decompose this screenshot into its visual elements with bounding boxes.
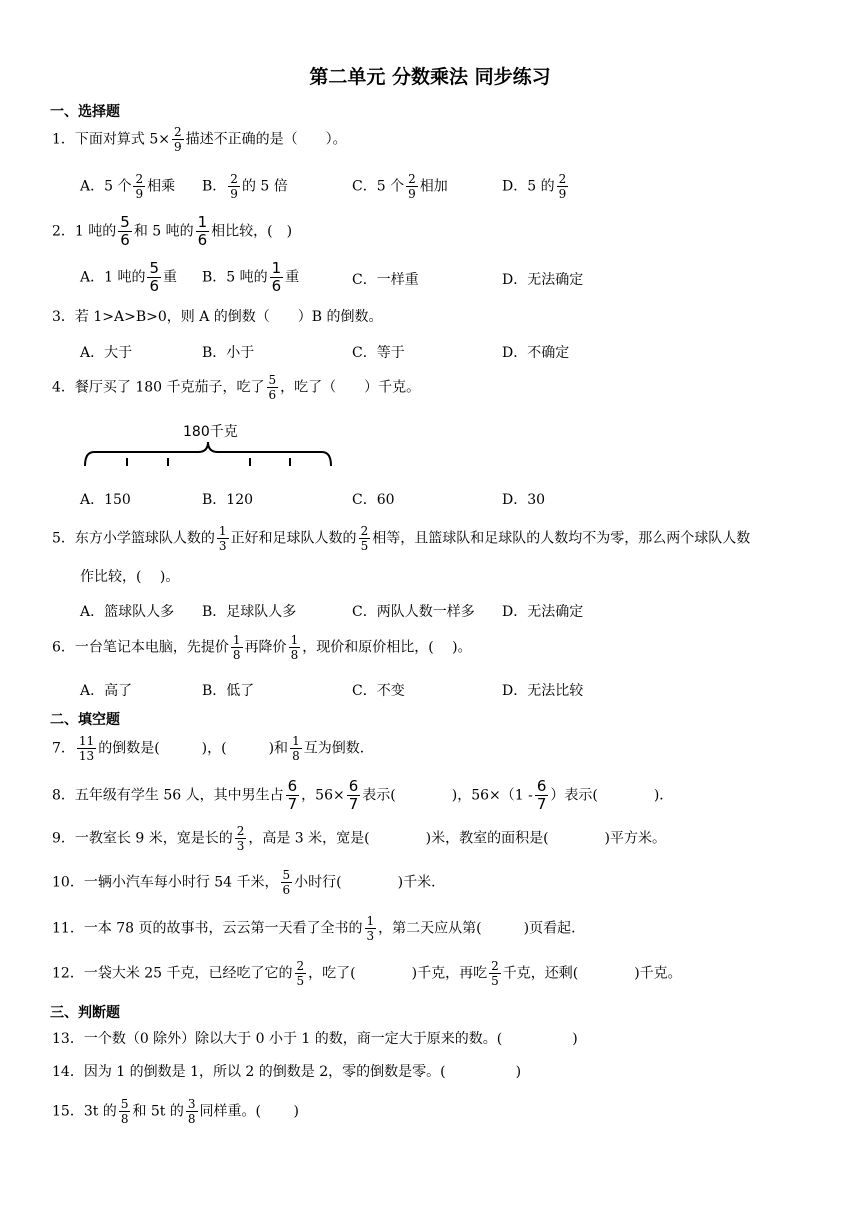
q4-option-a[interactable]: A．150 xyxy=(80,492,131,508)
question-11: 11．一本 78 页的故事书，云云第一天看了全书的 $\frac{1}{3}$ ，第二天应从第( )页看起． xyxy=(52,914,586,943)
question-12: 12．一袋大米 25 千克，已经吃了它的 $\frac{2}{5}$ ，吃了( )千克，再吃 $\frac{2}{5}$ 千克，还剩( )千克。 xyxy=(52,959,682,988)
q4-option-b[interactable]: B．120 xyxy=(202,492,254,508)
q3-option-b[interactable]: B．小于 xyxy=(202,345,255,361)
q6-option-a[interactable]: A．高了 xyxy=(80,683,133,699)
q2-option-d[interactable]: D．无法确定 xyxy=(502,272,584,288)
q2-option-b[interactable]: B．5 吨的 $\frac{1}{6}$ 重 xyxy=(202,259,300,295)
question-9: 9．一教室长 9 米，宽是长的 $\frac{2}{3}$ ，高是 3 米，宽是( )米，教室的面积是( )平方米。 xyxy=(52,824,667,853)
question-5: 5．东方小学篮球队人数的 $\frac{1}{3}$ 正好和足球队人数的 $\frac{2}{5}$ 相等，且篮球队和足球队的人数均不为零，那么两个球队人数 xyxy=(52,524,751,553)
question-4: 4．餐厅买了 180 千克茄子，吃了 $\frac{5}{6}$ ，吃了（ ）千克。 xyxy=(52,373,421,402)
q4-option-d[interactable]: D．30 xyxy=(502,492,546,508)
question-15: 15．3t 的 $\frac{5}{8}$ 和 5t 的 $\frac{3}{8}$ 同样重。( ) xyxy=(52,1097,299,1126)
q4-option-c[interactable]: C．60 xyxy=(352,492,395,508)
question-5-line2: 作比较，( )。 xyxy=(80,569,180,585)
q1-option-a[interactable]: A．5 个 $\frac{2}{9}$ 相乘 xyxy=(80,172,176,201)
question-13: 13．一个数（0 除外）除以大于 0 小于 1 的数，商一定大于原来的数。( ) xyxy=(52,1031,578,1047)
section-heading-choice: 一、选择题 xyxy=(50,104,120,120)
q5-option-d[interactable]: D．无法确定 xyxy=(502,604,584,620)
question-3: 3．若 1>A>B>0，则 A 的倒数（ ）B 的倒数。 xyxy=(52,309,383,325)
q5-option-a[interactable]: A．篮球队人多 xyxy=(80,604,175,620)
q1-option-d[interactable]: D．5 的 $\frac{2}{9}$ xyxy=(502,172,567,201)
tick-marks xyxy=(127,458,290,466)
q1-option-b[interactable]: B． $\frac{2}{9}$ 的 5 倍 xyxy=(202,172,288,201)
page-title: 第二单元 分数乘法 同步练习 xyxy=(309,66,551,88)
fraction: $\frac{2}{9}$ xyxy=(174,125,182,154)
q6-option-b[interactable]: B．低了 xyxy=(202,683,255,699)
brace-line-diagram xyxy=(80,418,340,474)
q3-option-d[interactable]: D．不确定 xyxy=(502,345,570,361)
section-heading-fill: 二、填空题 xyxy=(50,712,120,728)
q1-option-c[interactable]: C．5 个 $\frac{2}{9}$ 相加 xyxy=(352,172,448,201)
question-1: 1．下面对算式 5× $\frac{2}{9}$ 描述不正确的是（ ）。 xyxy=(52,125,347,154)
q5-option-b[interactable]: B．足球队人多 xyxy=(202,604,297,620)
q2-option-c[interactable]: C．一样重 xyxy=(352,272,419,288)
q6-option-d[interactable]: D．无法比较 xyxy=(502,683,584,699)
q2-option-a[interactable]: A．1 吨的 $\frac{5}{6}$ 重 xyxy=(80,259,178,295)
q3-option-c[interactable]: C．等于 xyxy=(352,345,405,361)
brace xyxy=(85,442,331,466)
q3-option-a[interactable]: A．大于 xyxy=(80,345,133,361)
diagram-label: 180千克 xyxy=(183,424,238,440)
question-10: 10．一辆小汽车每小时行 54 千米， $\frac{5}{6}$ 小时行( )千米． xyxy=(52,868,446,897)
section-heading-judge: 三、判断题 xyxy=(50,1005,120,1021)
question-7: 7． $\frac{11}{13}$ 的倒数是( )，( )和 $\frac{1}{8}$ 互为倒数． xyxy=(52,734,374,763)
question-2: 2．1 吨的 $\frac{5}{6}$ 和 5 吨的 $\frac{1}{6}$ 相比较，( ) xyxy=(52,213,293,249)
question-6: 6．一台笔记本电脑，先提价 $\frac{1}{8}$ 再降价 $\frac{1}{8}$ ，现价和原价相比，( )。 xyxy=(52,633,472,662)
q5-option-c[interactable]: C．两队人数一样多 xyxy=(352,604,475,620)
q6-option-c[interactable]: C．不变 xyxy=(352,683,405,699)
question-8: 8．五年级有学生 56 人，其中男生占 $\frac{6}{7}$ ，56× $\frac{6}{7}$ 表示( )，56×（1 - $\frac{6}{7}$ ）表示( )． xyxy=(52,777,674,813)
question-14: 14．因为 1 的倒数是 1，所以 2 的倒数是 2，零的倒数是零。( ) xyxy=(52,1064,522,1080)
